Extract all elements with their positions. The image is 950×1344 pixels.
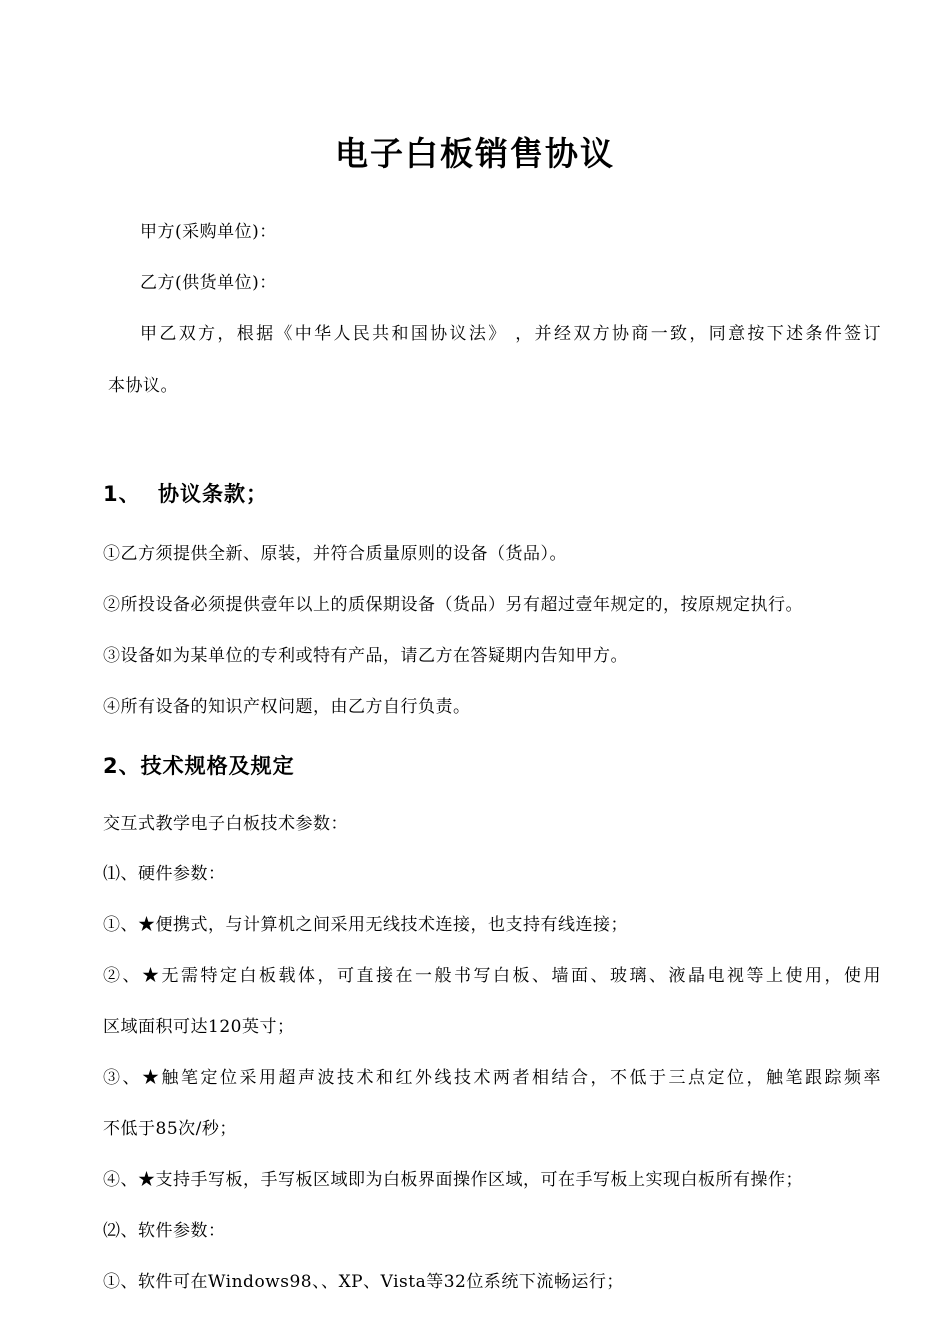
hardware-item-2-line-2: 区域面积可达120英寸； [103,1017,295,1037]
intro-paragraph-line-2: 本协议。 [108,376,178,396]
document-title: 电子白板销售协议 [335,134,615,173]
hardware-item-3-line-2: 不低于85次/秒； [103,1119,237,1139]
hardware-item-2-line-1: ②、★无需特定白板载体，可直接在一般书写白板、墙面、玻璃、液晶电视等上使用，使用 [103,966,881,986]
clause-item: ②所投设备必须提供壹年以上的质保期设备（货品）另有超过壹年规定的，按原规定执行。 [103,595,803,615]
software-label: ⑵、软件参数： [103,1221,226,1241]
section1-title: 协议条款； [158,482,268,506]
clause-item: ④所有设备的知识产权问题，由乙方自行负责。 [103,697,471,717]
section1-number: 1、 [103,482,141,506]
hardware-item-4: ④、★支持手写板，手写板区域即为白板界面操作区域，可在手写板上实现白板所有操作； [103,1170,803,1190]
hardware-item-3-line-1: ③、★触笔定位采用超声波技术和红外线技术两者相结合，不低于三点定位，触笔跟踪频率 [103,1068,881,1088]
hardware-label: ⑴、硬件参数： [103,864,226,884]
tech-intro: 交互式教学电子白板技术参数： [103,814,348,834]
party-b-line: 乙方(供货单位)： [140,273,277,293]
hardware-item-1: ①、★便携式，与计算机之间采用无线技术连接，也支持有线连接； [103,915,628,935]
party-a-line: 甲方(采购单位)： [140,222,277,242]
software-item-1: ①、软件可在Windows98、、XP、Vista等32位系统下流畅运行； [103,1272,624,1292]
intro-paragraph-line-1: 甲乙双方，根据《中华人民共和国协议法》 ，并经双方协商一致，同意按下述条件签订 [140,324,881,344]
clause-item: ①乙方须提供全新、原装，并符合质量原则的设备（货品）。 [103,544,567,564]
section2-title: 2、技术规格及规定 [103,754,295,778]
clause-item: ③设备如为某单位的专利或特有产品，请乙方在答疑期内告知甲方。 [103,646,628,666]
